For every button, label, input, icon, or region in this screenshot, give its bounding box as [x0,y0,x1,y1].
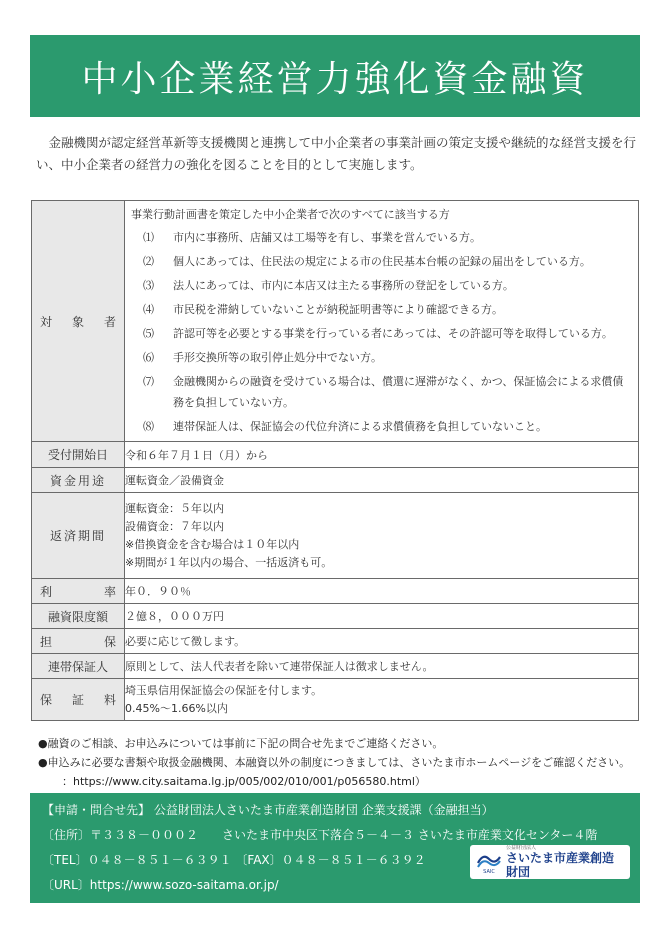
label-collateral: 担 保 [32,629,125,654]
label-start: 受付開始日 [32,442,125,468]
contact-address: 〔住所〕〒３３８－０００２ さいたま市中央区下落合５－４－３ さいたま市産業文化センター４階 [42,828,598,842]
row-purpose [32,468,639,493]
foundation-logo [470,845,630,879]
row-collateral [32,629,639,654]
label-purpose: 資金用途 [32,468,125,493]
list-item: ⑴ 市内に事務所、店舗又は工場等を有し、事業を営んでいる方。 [143,231,481,244]
contact-box [30,793,640,903]
note-url-link[interactable]: ：https://www.city.saitama.lg.jp/005/002/010/001/p056580.html） [62,775,426,788]
note-consult: ●融資のご相談、お申込みについては事前に下記の問合せ先までご連絡ください。 [38,737,444,750]
value-target [125,201,639,442]
list-item: ⑷ 市民税を滞納していないことが納税証明書等により確認できる方。 [143,303,503,316]
list-item: ⑶ 法人にあっては、市内に本店又は主たる事務所の登記をしている方。 [143,279,514,292]
target-heading: 事業行動計画書を策定した中小企業者で次のすべてに該当する方 [131,208,450,221]
note-documents: ●申込みに必要な書類や取扱金融機関、本融資以外の制度につきましては、さいたま市ホームページをご確認ください。 [38,756,631,769]
intro-text: 金融機関が認定経営革新等支援機関と連携して中小企業者の事業計画の策定支援や継続的な経営支援を行い、中小企業者の経営力の強化を図ることを目的として実施します。 [36,135,637,172]
contact-phone: 〔TEL〕０４８－８５１－６３９１ 〔FAX〕０４８－８５１－６３９２ [42,853,426,867]
list-item: ⑸ 許認可等を必要とする事業を行っている者にあっては、その許認可等を取得している方。 [143,327,613,340]
list-item: ⑻ 連帯保証人は、保証協会の代位弁済による求償債務を負担していないこと。 [143,420,547,433]
title-banner [30,35,640,117]
label-fee: 保 証 料 [32,679,125,721]
row-fee [32,679,639,721]
logo-name: さいたま市産業創造財団 [506,851,615,879]
row-limit [32,604,639,629]
label-rate: 利 率 [32,579,125,604]
value-limit: ２億８，０００万円 [125,604,639,629]
value-start: 令和６年７月１日（月）から [125,442,639,468]
logo-org: 公益財団法人 [506,845,537,851]
contact-header: 【申請・問合せ先】 公益財団法人さいたま市産業創造財団 企業支援課（金融担当） [42,803,494,817]
list-item: ⑵ 個人にあっては、住民法の規定による市の住民基本台帳の記録の届出をしている方。 [143,255,591,268]
list-item: ⑹ 手形交換所等の取引停止処分中でない方。 [143,351,382,364]
wave-logo-icon [476,849,502,875]
row-target [32,201,639,442]
value-rate: 年０．９０％ [125,579,639,604]
contact-url[interactable]: 〔URL〕https://www.sozo-saitama.or.jp/ [42,878,279,892]
svg-text:SAIC: SAIC [483,869,495,875]
value-purpose: 運転資金／設備資金 [125,468,639,493]
value-guarantor: 原則として、法人代表者を除いて連帯保証人は徴求しません。 [125,654,639,679]
list-item: ⑺ 金融機関からの融資を受けている場合は、償還に遅滞がなく、かつ、保証協会による求償債務を負担していない方。 [143,375,624,409]
label-repay: 返済期間 [32,493,125,579]
label-guarantor: 連帯保証人 [32,654,125,679]
label-limit: 融資限度額 [32,604,125,629]
row-repay [32,493,639,579]
row-start [32,442,639,468]
label-target: 対 象 者 [32,201,125,442]
loan-info-table [31,200,639,721]
value-repay: 運転資金：５年以内 設備資金：７年以内 ※借換資金を含む場合は１０年以内 ※期間が１年以内の場合、一括返済も可。 [125,493,639,579]
page-title: 中小企業経営力強化資金融資 [81,58,589,100]
value-fee: 埼玉県信用保証協会の保証を付します。 0.45%～1.66%以内 [125,679,639,721]
notes [38,734,638,791]
row-guarantor [32,654,639,679]
value-collateral: 必要に応じて徴します。 [125,629,639,654]
row-rate [32,579,639,604]
